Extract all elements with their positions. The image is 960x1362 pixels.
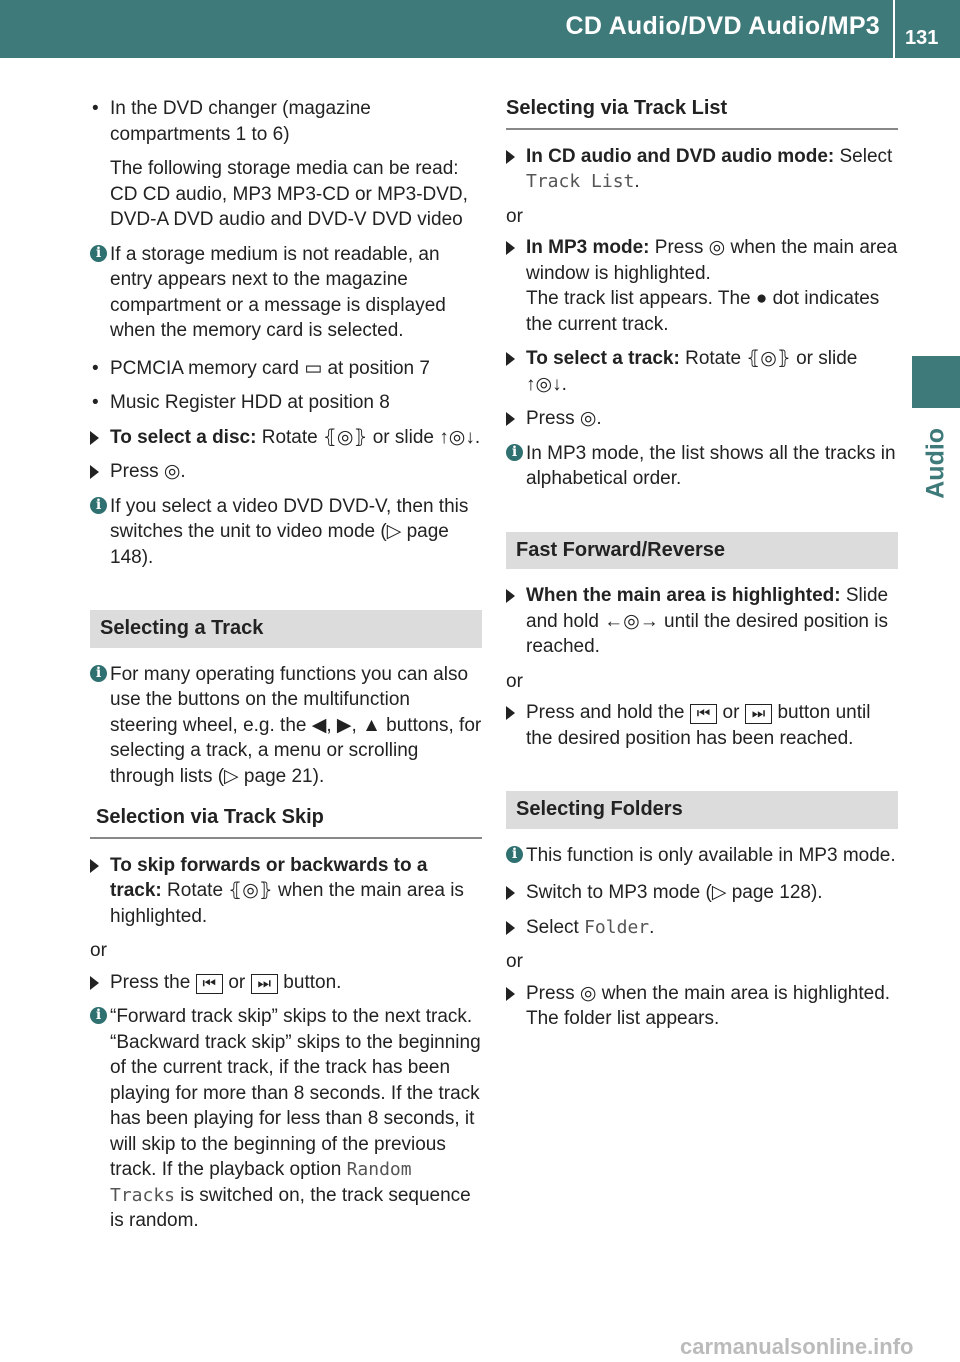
side-tab-label: Audio	[921, 427, 950, 499]
list-item: • In the DVD changer (magazine compartments 1 to 6)	[92, 98, 371, 145]
info-icon: i	[90, 665, 107, 682]
step-item: To select a track: Rotate ⦃◎⦄ or slide ↑◎↓.	[506, 346, 898, 397]
step-item: Press ◎.	[506, 406, 898, 432]
info-note: i This function is only available in MP3 mode.	[506, 843, 898, 869]
step-arrow-icon	[90, 859, 99, 873]
step-arrow-icon	[506, 150, 515, 164]
info-icon: i	[90, 497, 107, 514]
step-arrow-icon	[506, 987, 515, 1001]
step-item: Switch to MP3 mode (▷ page 128).	[506, 880, 898, 906]
storage-media-text: The following storage media can be read: CD CD audio, MP3 MP3-CD or MP3-DVD, DVD-A DVD audio and DVD-V DVD video	[110, 158, 468, 230]
section-heading: Selecting a Track	[90, 610, 482, 648]
info-note: i If you select a video DVD DVD-V, then this switches the unit to video mode (▷ page 148).	[90, 494, 482, 571]
chapter-title: CD Audio/DVD Audio/MP3	[565, 12, 880, 40]
side-tab-marker	[912, 356, 960, 408]
step-arrow-icon	[90, 465, 99, 479]
step-arrow-icon	[506, 412, 515, 426]
step-arrow-icon	[90, 431, 99, 445]
step-item: When the main area is highlighted: Slide and hold ←◎→ until the desired position is reached.	[506, 583, 898, 660]
previous-track-button-icon: ⏮	[196, 974, 224, 994]
subsection-heading: Selection via Track Skip	[90, 805, 482, 839]
info-icon: i	[90, 1007, 107, 1024]
or-text: or	[90, 940, 107, 961]
next-track-button-icon: ⏭	[251, 974, 279, 994]
info-icon: i	[506, 846, 523, 863]
list-item: • Music Register HDD at position 8	[92, 392, 390, 413]
page-number: 131	[905, 27, 939, 49]
step-arrow-icon	[90, 976, 99, 990]
info-icon: i	[506, 444, 523, 461]
right-column	[506, 96, 898, 1041]
step-arrow-icon	[506, 921, 515, 935]
step-item: In MP3 mode: Press ◎ when the main area window is highlighted. The track list appears. The ● dot indicates the current track.	[506, 235, 898, 337]
or-text: or	[506, 670, 523, 692]
info-icon: i	[90, 245, 107, 262]
section-heading: Fast Forward/Reverse	[506, 532, 898, 570]
step-item: Press the ⏮ or ⏭ button.	[90, 970, 482, 996]
info-note: i In MP3 mode, the list shows all the tracks in alphabetical order.	[506, 441, 898, 492]
info-note: i If a storage medium is not readable, an entry appears next to the magazine compartment or a message is displayed when the memory card is selected.	[90, 242, 482, 344]
next-track-button-icon: ⏭	[745, 704, 773, 724]
info-note: i For many operating functions you can also use the buttons on the multifunction steering wheel, e.g. the ◀, ▶, ▲ buttons, for selecting a track, a menu or scrolling through lists (▷ page 21).	[90, 662, 482, 790]
step-item: Press and hold the ⏮ or ⏭ button until the desired position has been reached.	[506, 700, 898, 751]
or-text: or	[506, 205, 523, 227]
step-item: In CD audio and DVD audio mode: Select Track List.	[506, 144, 898, 195]
subsection-heading: Selecting via Track List	[506, 96, 898, 130]
or-text: or	[506, 951, 523, 972]
step-item: To select a disc: Rotate ⦃◎⦄ or slide ↑◎↓.	[90, 425, 482, 451]
step-item: Press ◎ when the main area is highlighted. The folder list appears.	[506, 981, 898, 1032]
page-header	[0, 0, 960, 58]
step-item: To skip forwards or backwards to a track: Rotate ⦃◎⦄ when the main area is highlighted.	[90, 853, 482, 930]
step-arrow-icon	[506, 352, 515, 366]
step-arrow-icon	[506, 241, 515, 255]
watermark: carmanualsonline.info	[680, 1334, 914, 1359]
step-item: Select Folder.	[506, 915, 898, 941]
header-divider	[893, 0, 895, 58]
left-column	[90, 96, 482, 1246]
step-arrow-icon	[506, 706, 515, 720]
step-arrow-icon	[506, 589, 515, 603]
step-item: Press ◎.	[90, 459, 482, 485]
previous-track-button-icon: ⏮	[690, 704, 718, 724]
step-arrow-icon	[506, 886, 515, 900]
list-item: • PCMCIA memory card ▭ at position 7	[92, 357, 430, 379]
info-note: i “Forward track skip” skips to the next track. “Backward track skip” skips to the beginning of the current track, if the track has been playing for more than 8 seconds. If the track has been playing for less than 8 seconds, it will skip to the beginning of the previous track. If the playback option Random Tracks is switched on, the track sequence is random.	[90, 1004, 482, 1234]
section-heading: Selecting Folders	[506, 791, 898, 829]
